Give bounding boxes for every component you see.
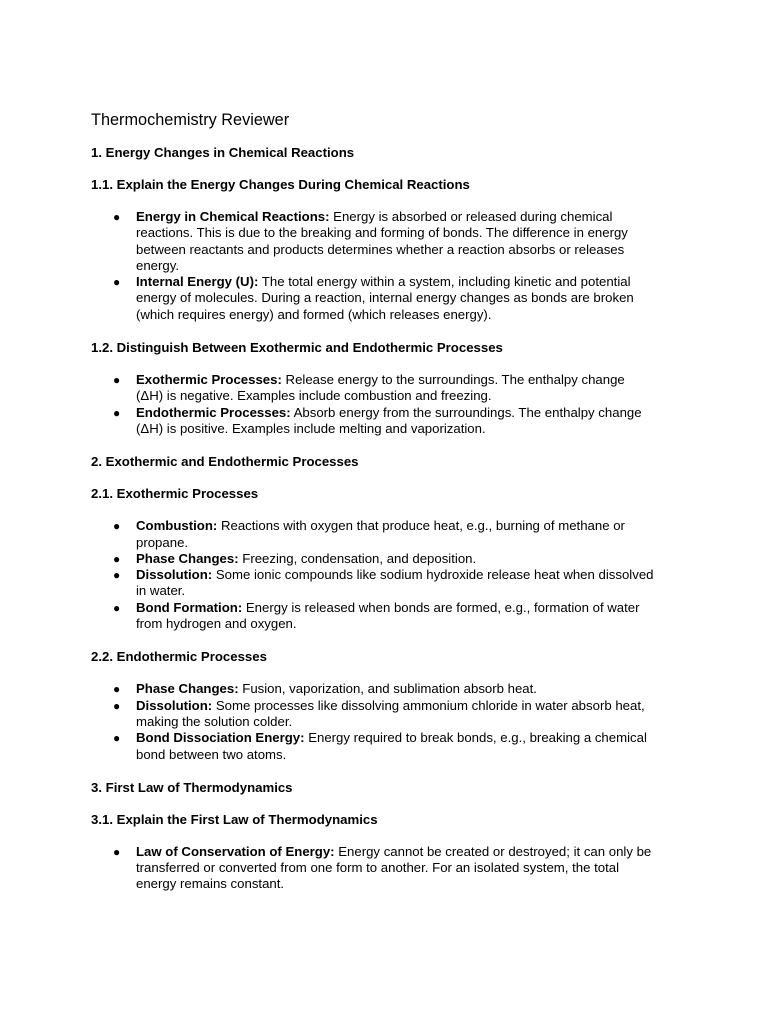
list-item — [91, 698, 691, 731]
bullet-term: Phase Changes: — [136, 681, 239, 697]
bullet-term: Internal Energy (U): — [136, 274, 259, 290]
bullet-list — [91, 372, 691, 437]
bullet-text-line: between reactants and products determines whether a reaction absorbs or releases — [136, 241, 625, 257]
bullet-list — [91, 844, 691, 893]
bullet-text-line: (ΔH) is positive. Examples include melting and vaporization. — [136, 420, 486, 436]
bullet-term: Phase Changes: — [136, 550, 239, 566]
bullet-term: Bond Formation: — [136, 599, 243, 615]
bullet-text-line: transferred or converted from one form to another. For an isolated system, the total — [136, 860, 620, 876]
bullet-text-line: Absorb energy from the surroundings. The enthalpy change — [290, 404, 642, 420]
bullet-icon: ● — [113, 519, 121, 534]
bullet-term: Endothermic Processes: — [136, 404, 291, 420]
bullet-icon: ● — [113, 682, 121, 697]
bullet-icon: ● — [113, 731, 121, 746]
bullet-text-line: Energy is absorbed or released during chemical — [329, 209, 613, 224]
list-item — [91, 372, 691, 405]
list-item — [91, 274, 691, 323]
bullet-text-line: Freezing, condensation, and deposition. — [238, 550, 477, 566]
bullet-term: Bond Dissociation Energy: — [136, 730, 305, 746]
document-body — [91, 145, 691, 893]
list-item — [91, 518, 691, 551]
list-item — [91, 209, 691, 274]
section-heading: 3. First Law of Thermodynamics — [91, 779, 293, 795]
bullet-text-line: from hydrogen and oxygen. — [136, 616, 297, 632]
bullet-text-line: energy of molecules. During a reaction, internal energy changes as bonds are broken — [136, 290, 634, 306]
list-item — [91, 681, 691, 697]
section-heading: 2.1. Exothermic Processes — [91, 486, 259, 502]
bullet-term: Combustion: — [136, 518, 218, 534]
bullet-text-line: energy. — [136, 257, 180, 273]
section-heading: 2.2. Endothermic Processes — [91, 649, 267, 665]
bullet-icon: ● — [113, 698, 121, 713]
bullet-text-line: (ΔH) is negative. Examples include combustion and freezing. — [136, 388, 492, 404]
list-item — [91, 844, 691, 893]
bullet-list — [91, 209, 691, 323]
document-page — [91, 108, 691, 893]
bullet-icon: ● — [113, 210, 121, 224]
bullet-text-line: bond between two atoms. — [136, 746, 287, 762]
bullet-list — [91, 518, 691, 632]
section-heading: 1.2. Distinguish Between Exothermic and Endothermic Processes — [91, 340, 503, 356]
bullet-term: Exothermic Processes: — [136, 372, 282, 388]
bullet-text-line: Release energy to the surroundings. The enthalpy change — [281, 372, 625, 388]
bullet-icon: ● — [113, 405, 121, 420]
bullet-text-line: The total energy within a system, including kinetic and potential — [258, 274, 631, 290]
section-heading: 2. Exothermic and Endothermic Processes — [91, 454, 359, 470]
bullet-icon: ● — [113, 600, 121, 615]
section-heading: 3.1. Explain the First Law of Thermodynamics — [91, 811, 378, 827]
bullet-text-line: (which requires energy) and formed (which releases energy). — [136, 306, 492, 322]
bullet-text-line: energy remains constant. — [136, 876, 285, 892]
bullet-text-line: Some ionic compounds like sodium hydroxide release heat when dissolved — [212, 567, 654, 583]
document-title: Thermochemistry Reviewer — [91, 111, 290, 129]
section-heading: 1.1. Explain the Energy Changes During Chemical Reactions — [91, 177, 470, 192]
list-item — [91, 567, 691, 600]
bullet-text-line: Energy is released when bonds are formed, e.g., formation of water — [242, 599, 640, 615]
bullet-term: Dissolution: — [136, 567, 213, 583]
list-item — [91, 730, 691, 763]
bullet-list — [91, 681, 691, 762]
list-item — [91, 600, 691, 633]
bullet-term: Energy in Chemical Reactions: — [136, 209, 330, 224]
bullet-text-line: propane. — [136, 534, 189, 550]
bullet-icon: ● — [113, 844, 121, 859]
bullet-icon: ● — [113, 373, 121, 388]
bullet-text-line: Fusion, vaporization, and sublimation absorb heat. — [238, 681, 537, 697]
list-item — [91, 551, 691, 567]
bullet-icon: ● — [113, 551, 121, 566]
bullet-term: Law of Conservation of Energy: — [136, 843, 335, 859]
bullet-icon: ● — [113, 568, 121, 583]
bullet-text-line: reactions. This is due to the breaking and forming of bonds. The difference in energy — [136, 225, 628, 241]
bullet-icon: ● — [113, 275, 121, 290]
bullet-text-line: Energy required to break bonds, e.g., breaking a chemical — [304, 730, 647, 746]
bullet-text-line: Energy cannot be created or destroyed; it can only be — [334, 843, 652, 859]
bullet-text-line: Some processes like dissolving ammonium chloride in water absorb heat, — [212, 697, 645, 713]
bullet-text-line: Reactions with oxygen that produce heat, e.g., burning of methane or — [217, 518, 625, 534]
bullet-text-line: making the solution colder. — [136, 713, 293, 729]
list-item — [91, 405, 691, 438]
bullet-term: Dissolution: — [136, 697, 213, 713]
bullet-text-line: in water. — [136, 583, 186, 599]
section-heading: 1. Energy Changes in Chemical Reactions — [91, 145, 355, 160]
